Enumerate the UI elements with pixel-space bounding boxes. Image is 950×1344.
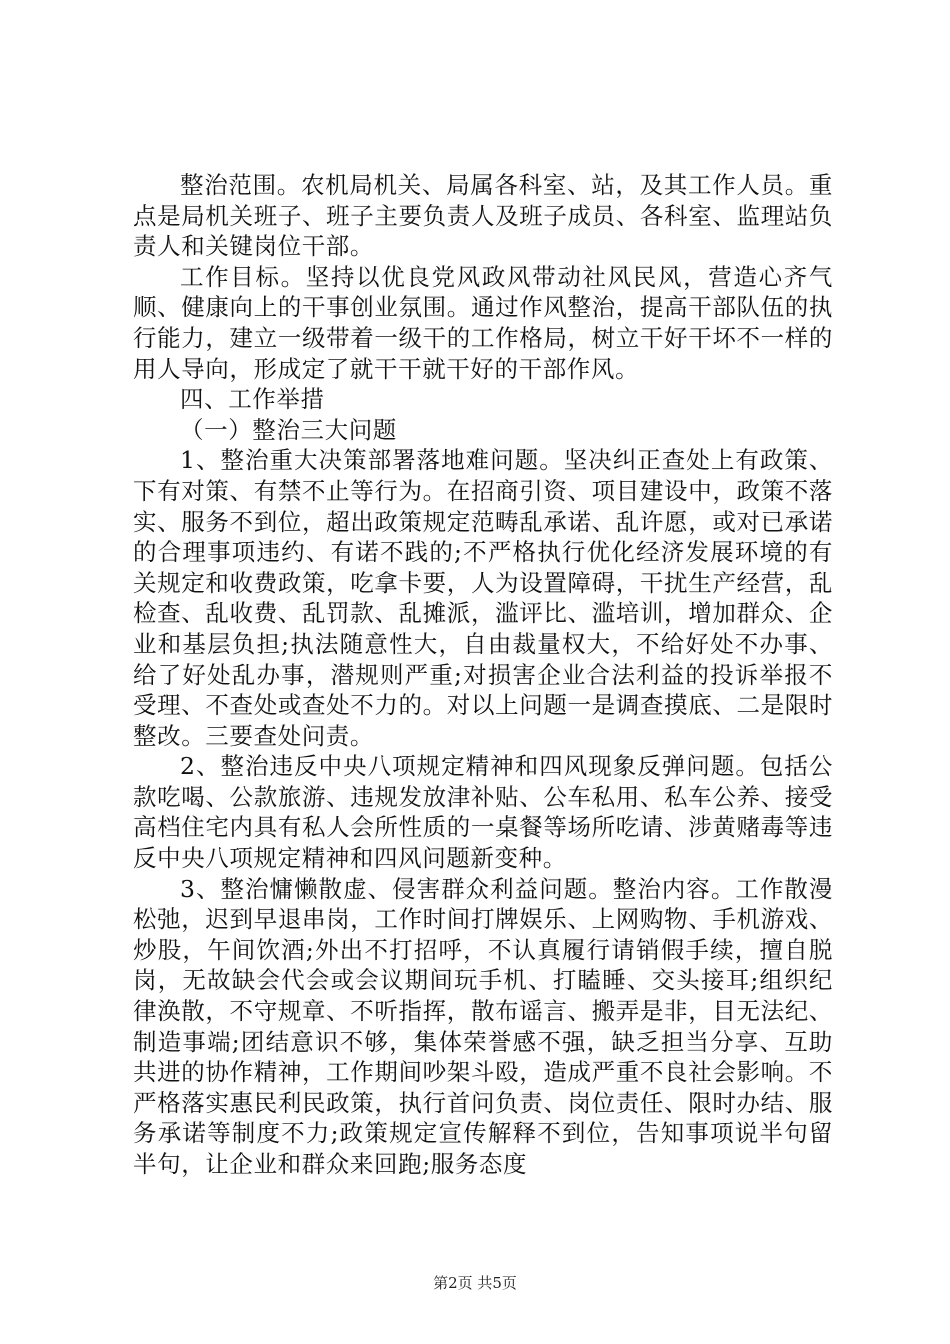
paragraph-item-3: 3、整治慵懒散虚、侵害群众利益问题。整治内容。工作散漫松弛，迟到早退串岗，工作时间打牌娱乐、上网购物、手机游戏、炒股，午间饮酒;外出不打招呼，不认真履行请销假手续，擅自脱岗，无故缺会代会或会议期间玩手机、打瞌睡、交头接耳;组织纪律涣散，不守规章、不听指挥，散布谣言、搬弄是非，目无法纪、制造事端;团结意识不够，集体荣誉感不强，缺乏担当分享、互助共进的协作精神，工作期间吵架斗殴，造成严重不良社会影响。不严格落实惠民利民政策，执行首问负责、岗位责任、限时办结、服务承诺等制度不力;政策规定宣传解释不到位，告知事项说半句留半句，让企业和群众来回跑;服务态度 xyxy=(133,874,833,1178)
section-heading-measures: 四、工作举措 xyxy=(180,385,325,414)
page-number: 第2页 共5页 xyxy=(433,1274,517,1292)
document-body xyxy=(133,170,833,1180)
paragraph-goals: 工作目标。坚持以优良党风政风带动社风民风，营造心齐气顺、健康向上的干事创业氛围。通过作风整治，提高干部队伍的执行能力，建立一级带着一级干的工作格局，树立干好干坏不一样的用人导向，形成定了就干干就干好的干部作风。 xyxy=(133,262,833,383)
page-footer xyxy=(0,1272,950,1293)
paragraph-item-1: 1、整治重大决策部署落地难问题。坚决纠正查处上有政策、下有对策、有禁不止等行为。在招商引资、项目建设中，政策不落实、服务不到位，超出政策规定范畴乱承诺、乱许愿，或对已承诺的合理事项违约、有诺不践的;不严格执行优化经济发展环境的有关规定和收费政策，吃拿卡要，人为设置障碍，干扰生产经营，乱检查、乱收费、乱罚款、乱摊派，滥评比、滥培训，增加群众、企业和基层负担;执法随意性大，自由裁量权大，不给好处不办事、给了好处乱办事，潜规则严重;对损害企业合法利益的投诉举报不受理、不查处或查处不力的。对以上问题一是调查摸底、二是限时整改。三要查处问责。 xyxy=(133,446,833,750)
paragraph-scope: 整治范围。农机局机关、局属各科室、站，及其工作人员。重点是局机关班子、班子主要负责人及班子成员、各科室、监理站负责人和关键岗位干部。 xyxy=(133,171,833,261)
subsection-heading-three-problems: （一）整治三大问题 xyxy=(180,415,397,444)
paragraph-item-2: 2、整治违反中央八项规定精神和四风现象反弹问题。包括公款吃喝、公款旅游、违规发放津补贴、公车私用、私车公养、接受高档住宅内具有私人会所性质的一桌餐等场所吃请、涉黄赌毒等违反中央八项规定精神和四风问题新变种。 xyxy=(133,752,833,873)
